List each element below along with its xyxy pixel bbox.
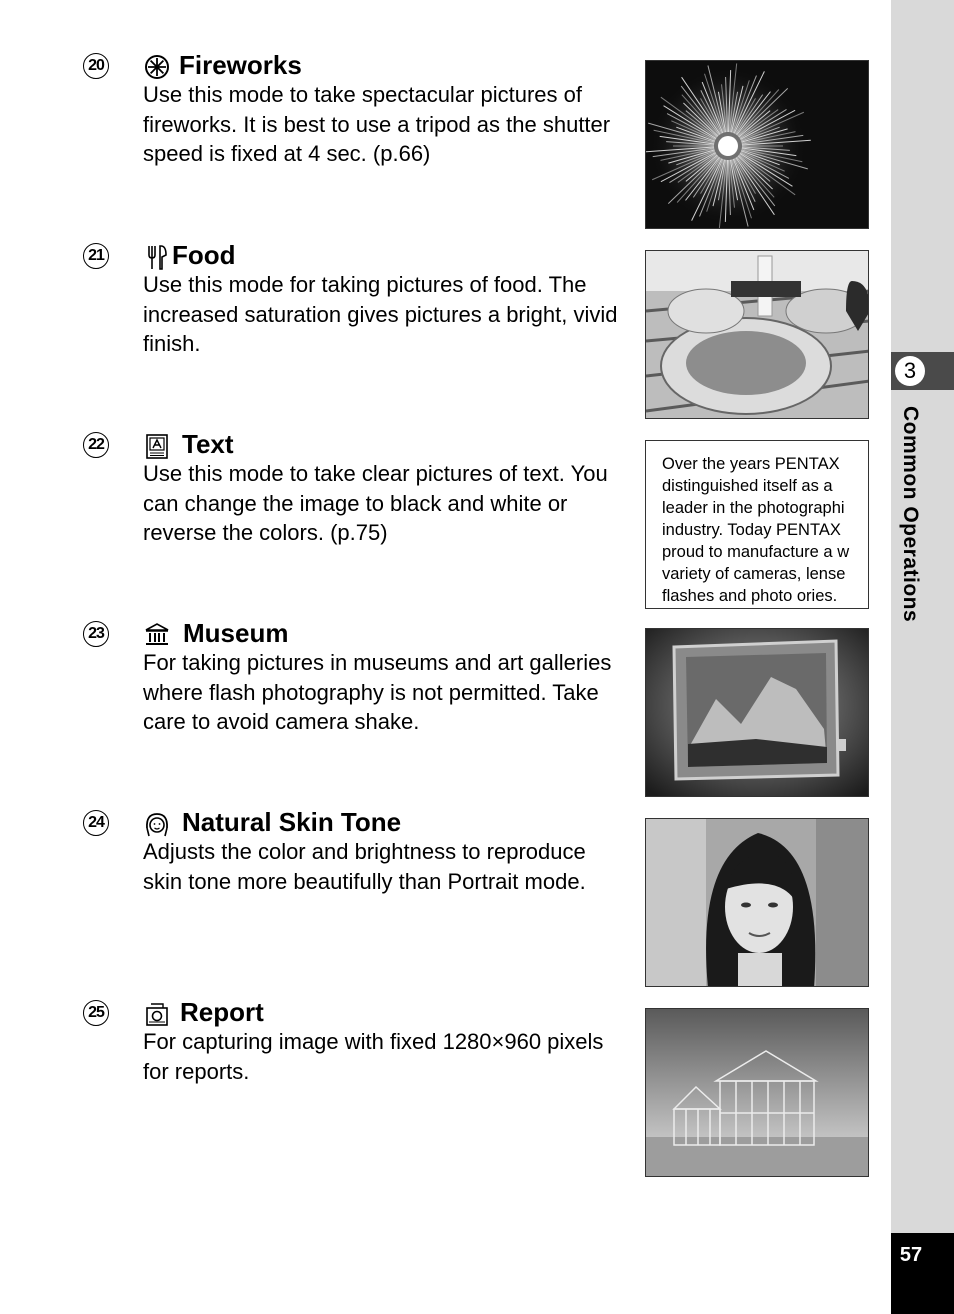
fireworks-photo xyxy=(645,60,869,229)
mode-number: 24 xyxy=(83,810,109,836)
mode-description: For capturing image with fixed 1280×960 pixels for reports. xyxy=(143,1029,604,1084)
mode-title: Report xyxy=(180,997,264,1027)
sample-text-line: distinguished itself as a xyxy=(662,477,833,495)
mode-title: Text xyxy=(182,429,234,459)
mode-number: 20 xyxy=(83,53,109,79)
page-number: 57 xyxy=(899,1244,923,1266)
house-frame-photo xyxy=(645,1008,869,1177)
portrait-photo xyxy=(645,818,869,987)
sample-text-line: industry. Today PENTAX xyxy=(662,521,841,539)
skin-tone-icon xyxy=(143,810,171,838)
mode-title: Food xyxy=(172,240,236,270)
text-sample-image xyxy=(645,440,869,609)
mode-title: Museum xyxy=(183,618,289,648)
mode-section-fireworks xyxy=(0,50,880,233)
mode-number: 23 xyxy=(83,621,109,647)
mode-description: Adjusts the color and brightness to reproduce skin tone more beautifully than Portrait mode. xyxy=(143,839,586,894)
mode-title: Natural Skin Tone xyxy=(182,807,402,837)
museum-photo xyxy=(645,628,869,797)
report-icon xyxy=(143,1000,171,1028)
mode-title: Fireworks xyxy=(179,50,302,80)
sample-text-line: variety of cameras, lense xyxy=(662,565,846,583)
mode-number: 22 xyxy=(83,432,109,458)
mode-number: 25 xyxy=(83,1000,109,1026)
sample-text-line: flashes and photo ories. xyxy=(662,587,838,605)
mode-number: 21 xyxy=(83,243,109,269)
mode-section-food xyxy=(0,240,880,423)
sample-text-line: leader in the photographi xyxy=(662,499,845,517)
food-icon xyxy=(143,243,171,271)
chapter-title: Common Operations xyxy=(899,406,922,623)
mode-description: Use this mode for taking pictures of food. The increased saturation gives pictures a bright, vivid finish. xyxy=(143,272,618,356)
mode-description: For taking pictures in museums and art galleries where flash photography is not permitted. Take care to avoid camera shake. xyxy=(143,650,612,734)
mode-section-text xyxy=(0,429,880,612)
mode-description: Use this mode to take clear pictures of text. You can change the image to black and white or reverse the colors. (p.75) xyxy=(143,461,608,545)
mode-section-museum xyxy=(0,618,880,801)
mode-section-natural-skin-tone xyxy=(0,807,880,990)
mode-section-report xyxy=(0,997,880,1180)
food-photo xyxy=(645,250,869,419)
museum-icon xyxy=(143,621,171,649)
mode-description: Use this mode to take spectacular pictures of fireworks. It is best to use a tripod as the shutter speed is fixed at 4 sec. (p.66) xyxy=(143,82,611,166)
chapter-sidebar xyxy=(891,0,954,1314)
sample-text-line: proud to manufacture a w xyxy=(662,543,850,561)
chapter-number: 3 xyxy=(895,356,925,386)
sample-text-line: Over the years PENTAX xyxy=(662,455,840,473)
fireworks-icon xyxy=(143,53,171,81)
text-icon xyxy=(143,432,171,460)
